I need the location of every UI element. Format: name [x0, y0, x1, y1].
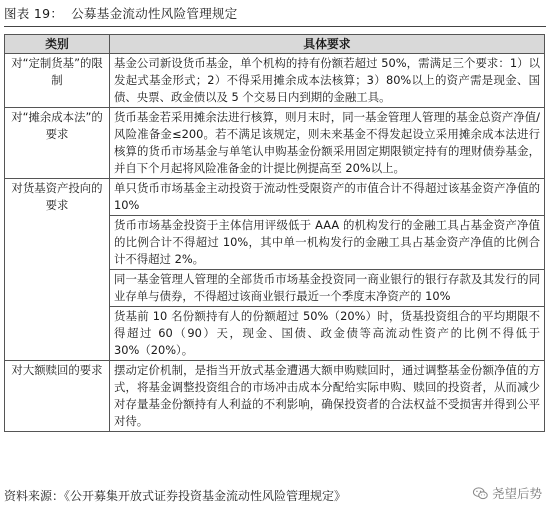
- table-header-row: [5, 35, 545, 54]
- table-row: [5, 54, 545, 108]
- requirement-cell: 单只货币市场基金主动投资于流动性受限资产的市值合计不得超过该基金资产净值的 10%: [110, 179, 545, 216]
- figure-label: 图表 19：: [4, 6, 64, 21]
- watermark: [472, 484, 542, 502]
- category-cell: 对大额赎回的要求: [5, 361, 110, 432]
- table-row: [5, 108, 545, 179]
- figure-title: [4, 4, 238, 22]
- watermark-text: 尧望后势: [491, 486, 542, 501]
- header-category: 类别: [5, 35, 110, 54]
- table-row: [5, 179, 545, 216]
- table-row: [5, 361, 545, 432]
- category-cell: 对“摊余成本法”的要求: [5, 108, 110, 179]
- requirement-cell: 货币基金若采用摊余法进行核算，则月末时，同一基金管理人管理的基金总资产净值/风险准备金≤200。若不满足该规定，则未来基金不得发起设立采用摊余成本法进行核算的货币市场基金与单笔认申购基金份额采用固定期限锁定持有的理财债券基金，并自下个月起将风险准备金的计提比例提高至 20%以上。: [110, 108, 545, 179]
- requirement-cell: 摆动定价机制，是指当开放式基金遭遇大额申购赎回时，通过调整基金份额净值的方式，将基金调整投资组合的市场冲击成本分配给实际申购、赎回的投资者，从而减少对存量基金份额持有人利益的不利影响，确保投资者的合法权益不受损害并得到公平对待。: [110, 361, 545, 432]
- requirement-cell: 基金公司新设货币基金，单个机构的持有份额若超过 50%，需满足三个要求：1）以发起式基金形式；2）不得采用摊余成本法核算；3）80%以上的资产需是现金、国债、央票、政金债以及 5 个交易日内到期的金融工具。: [110, 54, 545, 108]
- policy-table: [4, 34, 545, 432]
- requirement-cell: 货基前 10 名份额持有人的份额超过 50%（20%）时，货基投资组合的平均期限不得超过 60（90）天，现金、国债、政金债等高流动性资产的比例不得低于 30%（20%）。: [110, 307, 545, 361]
- title-divider: [4, 26, 546, 27]
- source-note: 资料来源：《公开募集开放式证券投资基金流动性风险管理规定》: [4, 489, 347, 503]
- requirement-cell: 同一基金管理人管理的全部货币市场基金投资同一商业银行的银行存款及其发行的同业存单与债券，不得超过该商业银行最近一个季度末净资产的 10%: [110, 270, 545, 307]
- requirement-cell: 货币市场基金投资于主体信用评级低于 AAA 的机构发行的金融工具占基金资产净值的比例合计不得超过 10%，其中单一机构发行的金融工具占基金资产净值的比例合计不得超过 2%。: [110, 216, 545, 270]
- category-cell: 对货基资产投向的要求: [5, 179, 110, 361]
- figure-name: 公募基金流动性风险管理规定: [71, 6, 238, 21]
- header-requirements: 具体要求: [110, 35, 545, 54]
- category-cell: 对“定制货基”的限制: [5, 54, 110, 108]
- wechat-official-account-icon: [472, 485, 489, 502]
